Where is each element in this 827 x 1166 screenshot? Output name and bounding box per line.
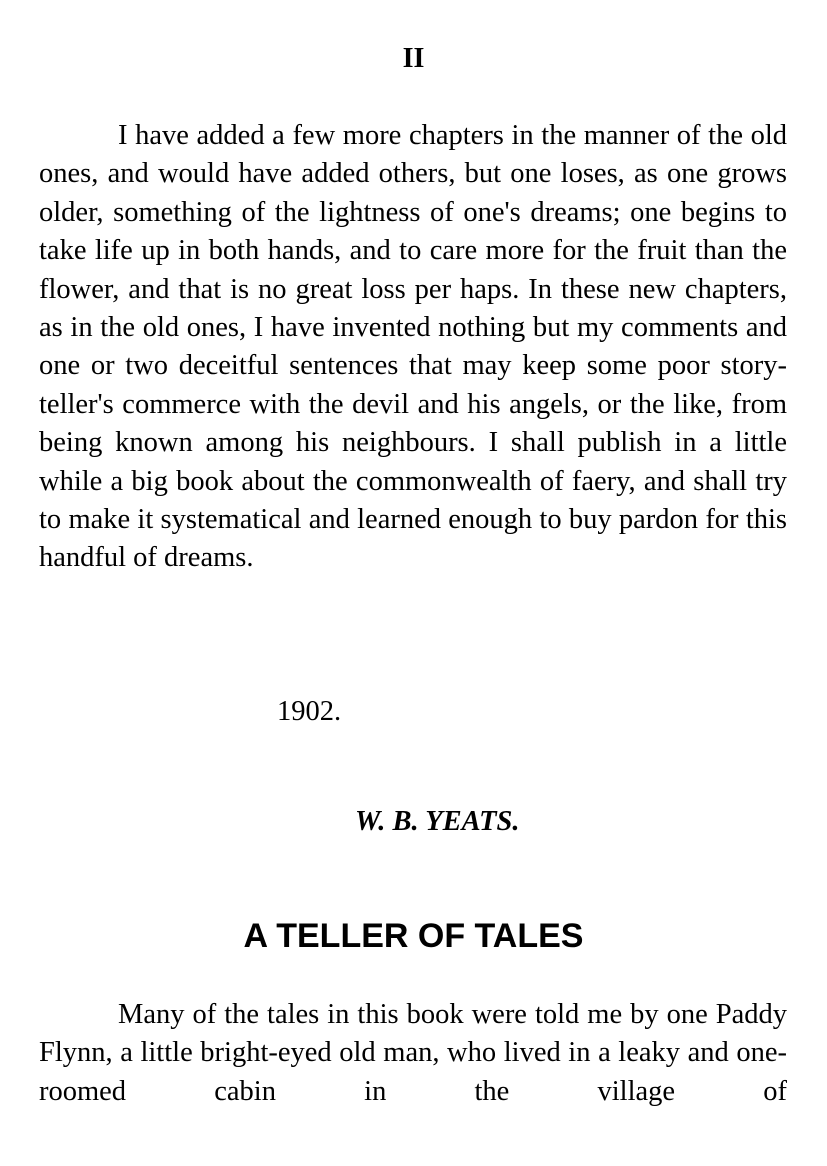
chapter-opening-paragraph: Many of the tales in this book were told me by one Paddy Flynn, a little bright-eyed old man, who lived in a leaky and one-roomed cabin in the village of [39,999,787,1107]
author-signature: W. B. YEATS. [355,806,520,837]
chapter-title: A TELLER OF TALES [243,917,584,955]
preface-date: 1902. [277,696,342,727]
preface-paragraph: I have added a few more chapters in the manner of the old ones, and would have added others, but one loses, as one grows older, something of the lightness of one's dreams; one begins to take life up in both hands, and to care more for the fruit than the flower, and that is no great loss per haps. In these new chapters, as in the old ones, I have invented nothing but my comments and one or two deceitful sentences that may keep some poor story-teller's commerce with the devil and his angels, or the like, from being known among his neighbours. I shall publish in a little while a big book about the commonwealth of faery, and shall try to make it systematical and learned enough to buy pardon for this handful of dreams. [39,120,787,574]
section-number: II [402,43,425,74]
